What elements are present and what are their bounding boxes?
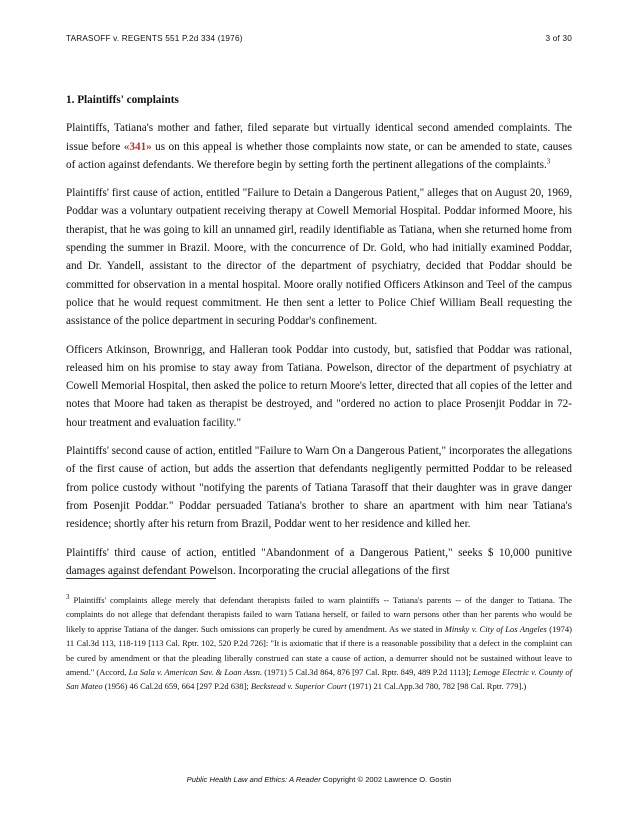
paragraph-second-cause: Plaintiffs' second cause of action, entitled "Failure to Warn On a Dangerous Patient," incorporates the allegations of the first cause of action, but adds the assertion that defendants negligently permitted Poddar to be released from police custody without "notifying the parents of Tatiana Tarasoff that their daughter was in grave danger from Posenjit Poddar." Poddar persuaded Tatiana's brother to share an apartment with him near Tatiana's residence; shortly after his return from Brazil, Poddar went to her residence and killed her.: [66, 445, 572, 531]
copyright-notice: Copyright © 2002 Lawrence O. Gostin: [320, 775, 452, 784]
footnote-text: (1956) 46 Cal.2d 659, 664 [297 P.2d 638];: [102, 681, 251, 692]
page-citation-link[interactable]: «341»: [123, 140, 152, 153]
footnote-text: (1971) 21 Cal.App.3d 780, 782 [98 Cal. Rptr. 779].): [346, 681, 527, 692]
case-citation-header: TARASOFF v. REGENTS 551 P.2d 334 (1976): [66, 34, 243, 43]
page-number: 3 of 30: [545, 34, 572, 43]
case-name: Minsky v. City of Los Angeles: [444, 623, 547, 634]
case-name: La Sala v. American Sav. & Loan Assn.: [128, 667, 263, 678]
section-heading: 1. Plaintiffs' complaints: [66, 94, 179, 106]
paragraph-first-cause: Plaintiffs' first cause of action, entitled "Failure to Detain a Dangerous Patient," alleges that on August 20, 1969, Poddar was a voluntary outpatient receiving therapy at Cowell Memorial Hospital. Poddar informed Moore, his therapist, that he was going to kill an unnamed girl, readily identifiable as Tatiana, when she returned home from spending the summer in Brazil. Moore, with the concurrence of Dr. Gold, who had initially examined Poddar, and Dr. Yandell, assistant to the director of the department of psychiatry, decided that Poddar should be committed for observation in a mental hospital. Moore orally notified Officers Atkinson and Teel of the campus police that he would request commitment. He then sent a letter to Police Chief William Beall requesting the assistance of the police department in securing Poddar's confinement.: [66, 187, 572, 328]
paragraph-text: us on this appeal is whether those complaints now state, or can be amended to state, causes of action against defendants. We therefore begin by setting forth the pertinent allegations of the complaints.: [66, 140, 572, 171]
page-header: [66, 34, 572, 48]
case-name: Beckstead v. Superior Court: [250, 681, 347, 692]
main-content: [66, 91, 572, 590]
source-title: Public Health Law and Ethics: A Reader: [186, 775, 321, 784]
paragraph-complaints-intro: [66, 119, 572, 174]
paragraph-third-cause: Plaintiffs' third cause of action, entitled "Abandonment of a Dangerous Patient," seeks $ 10,000 punitive damages against defendant Powelson. Incorporating the crucial allegations of the first: [66, 546, 572, 577]
footnote-reference[interactable]: 3: [546, 157, 551, 166]
paragraph-custody: Officers Atkinson, Brownrigg, and Halleran took Poddar into custody, but, satisfied that Poddar was rational, released him on his promise to stay away from Tatiana. Powelson, director of the department of psychiatry at Cowell Memorial Hospital, then asked the police to return Moore's letter, directed that all copies of the letter and notes that Moore had taken as therapist be destroyed, and "ordered no action to place Prosenjit Poddar in 72-hour treatment and evaluation facility.": [66, 343, 572, 429]
footnote-divider: [66, 578, 216, 579]
case-name: Lemoge Electric v. County of San Mateo: [66, 667, 572, 692]
page-footer: [0, 775, 638, 784]
footnote-text: (1974) 11 Cal.3d 113, 118-119 [113 Cal. Rptr. 102, 520 P.2d 726]: "It is axiomatic that if there is a reasonable possibility that a defect in the complaint can be cured by amendment or that the pleading liberally construed can state a cause of action, a demurrer should not be sustained without leave to amend." (Accord,: [66, 623, 572, 678]
footnote-text: Plaintiffs' complaints allege merely that defendant therapists failed to warn plaintiffs -- Tatiana's parents -- of the danger to Tatiana. The complaints do not allege that defendant therapists failed to warn Tatiana herself, or failed to warn persons other than her parents who would be likely to apprise Tatiana of the danger. Such omissions can properly be cured by amendment. As we stated in: [66, 595, 572, 634]
footnote: [66, 593, 572, 694]
paragraph-text: Plaintiffs, Tatiana's mother and father, filed separate but virtually identical second amended complaints. The issue before: [66, 122, 572, 153]
footnote-number: 3: [66, 593, 70, 602]
footnote-text: (1971) 5 Cal.3d 864, 876 [97 Cal. Rptr. 849, 489 P.2d 1113];: [262, 667, 473, 678]
